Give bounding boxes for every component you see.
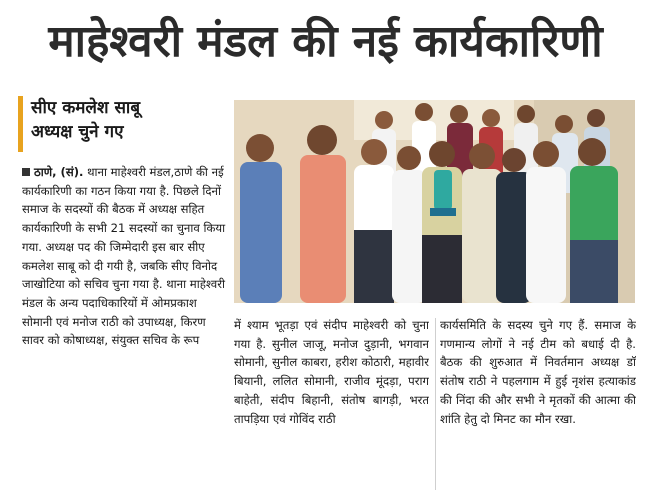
article-column-2	[234, 316, 429, 496]
subheadline-line-2: अध्यक्ष चुने गए	[31, 122, 124, 142]
article-column-1	[22, 163, 227, 495]
subheadline	[18, 96, 228, 152]
column-3-text: कार्यसमिति के सदस्य चुने गए हैं. समाज के गणमान्य लोगों ने नई टीम को बधाई दी है. बैठक की शुरुआत में निवर्तमान अध्यक्ष डॉ संतोष राठी ने पहलगाम में हुई नृशंस हत्याकांड की निंदा की और सभी ने मृतकों की आत्मा की शांति हेतु दो मिनट का मौन रखा.	[440, 318, 636, 426]
subheadline-line-1: सीए कमलेश साबू	[31, 98, 141, 118]
dateline: ठाणे, (सं).	[34, 165, 84, 179]
bullet-icon	[22, 168, 30, 176]
group-photo	[234, 100, 635, 303]
column-1-text: थाना माहेश्वरी मंडल,ठाणे की नई कार्यकारिणी का गठन किया गया है. पिछले दिनों समाज के सदस्यों की बैठक में अध्यक्ष सहित कार्यकारिणी के सभी 21 सदस्यों का चुनाव किया गया. अध्यक्ष पद की जिम्मेदारी इस बार सीए कमलेश साबू को दी गयी है, जबकि सीए विनोद जाखोटिया को सचिव चुना गया है. थाना माहेश्वरी मंडल के अन्य पदाधिकारियों में ओमप्रकाश सोमानी एवं मनोज राठी को उपाध्यक्ष, किरण सावर को कोषाध्यक्ष, संयुक्त सचिव के रूप	[22, 165, 226, 348]
column-divider	[435, 318, 436, 490]
column-2-text: में श्याम भूतड़ा एवं संदीप माहेश्वरी को चुना गया है. सुनील जाजू, मनोज दुड़ानी, भगवान सोमानी, सुनील काबरा, हरीश कोठारी, महावीर बियानी, ललित सोमानी, राजीव मूंदड़ा, पराग बाहेती, संदीप बिहानी, संतोष बागड़ी, भरत तापड़िया एवं गोविंद राठी	[234, 318, 429, 426]
group-photo-illustration	[234, 100, 635, 303]
article-column-3	[440, 316, 636, 496]
headline: माहेश्वरी मंडल की नई कार्यकारिणी	[48, 16, 603, 67]
